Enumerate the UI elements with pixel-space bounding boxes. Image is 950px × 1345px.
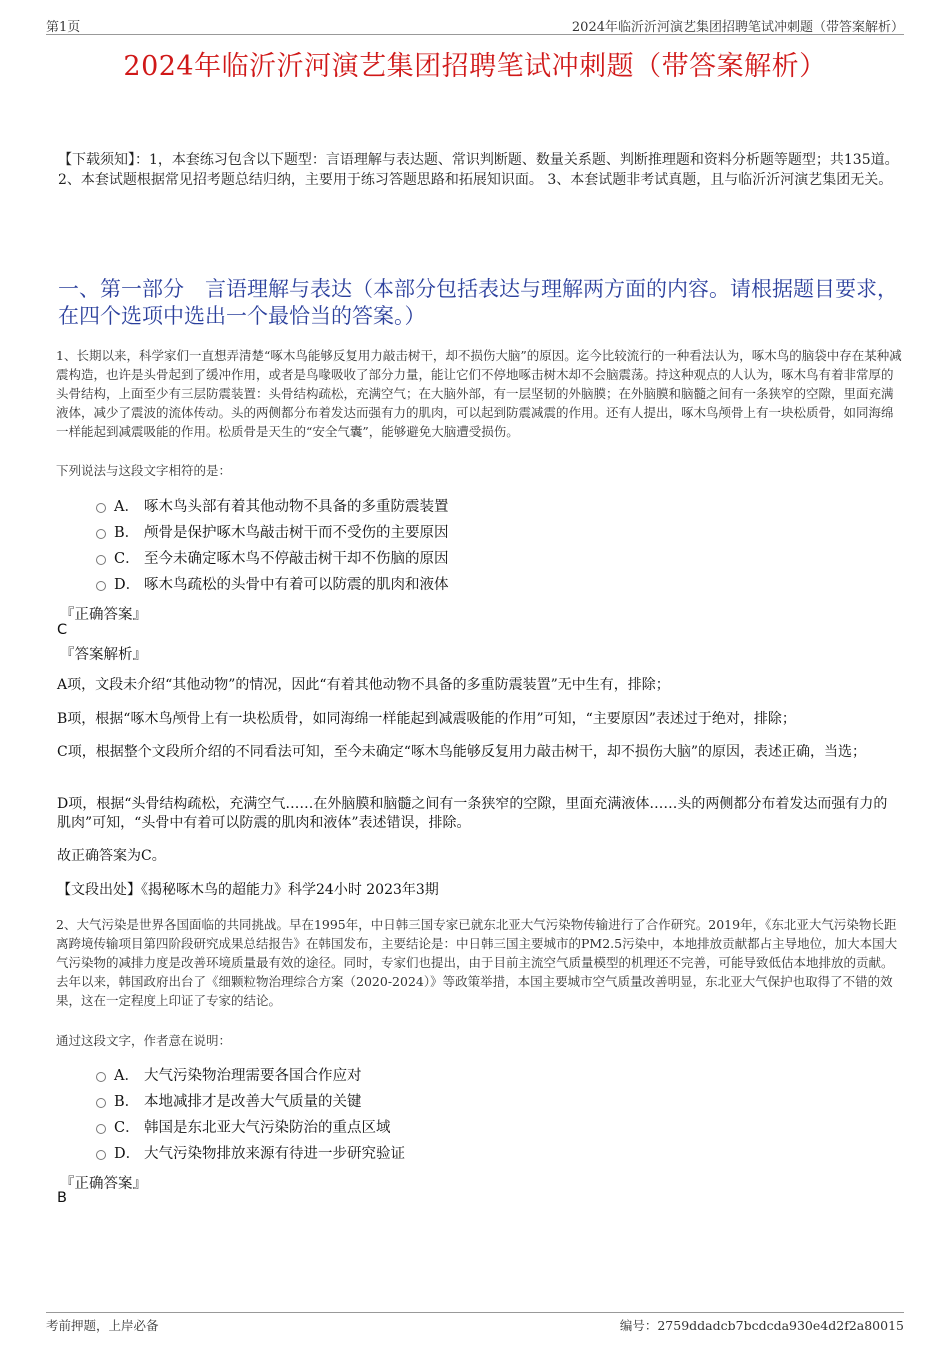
option-c[interactable]: C． 韩国是东北亚大气污染防治的重点区域 bbox=[96, 1113, 405, 1139]
option-d[interactable]: D． 大气污染物排放来源有待进一步研究验证 bbox=[96, 1139, 405, 1165]
analysis-a: A项，文段未介绍“其他动物”的情况，因此“有着其他动物不具备的多重防震装置”无中生有，排除； bbox=[57, 677, 670, 693]
page-number: 第1页 bbox=[46, 20, 81, 35]
answer-label: 『正确答案』 bbox=[60, 1176, 147, 1192]
download-notice: 【下载须知】：1，本套练习包含以下题型：言语理解与表达题、常识判断题、数量关系题、判断推理题和资料分析题等题型；共135道。 2、本套试题根据常见招考题总结归纳，主要用于练习答题思路和拓展知识面。 3、本套试题非考试真题，且与临沂沂河演艺集团无关。 bbox=[58, 152, 899, 188]
page-footer bbox=[46, 1312, 904, 1333]
answer-value: B bbox=[57, 1190, 67, 1206]
section-title: 一、第一部分 言语理解与表达（本部分包括表达与理解两方面的内容。请根据题目要求，在四个选项中选出一个最恰当的答案。） bbox=[58, 277, 898, 328]
option-b[interactable]: B． 颅骨是保护啄木鸟敲击树干而不受伤的主要原因 bbox=[96, 518, 449, 544]
analysis-label: 『答案解析』 bbox=[60, 647, 147, 663]
analysis-source: 【文段出处】《揭秘啄木鸟的超能力》科学24小时 2023年3期 bbox=[57, 882, 439, 898]
question-2-prompt: 通过这段文字，作者意在说明： bbox=[56, 1033, 232, 1048]
footer-slogan: 考前押题，上岸必备 bbox=[46, 1318, 159, 1333]
option-a[interactable]: A． 大气污染物治理需要各国合作应对 bbox=[96, 1061, 405, 1087]
radio-icon[interactable] bbox=[96, 1124, 106, 1134]
analysis-c: C项，根据整个文段所介绍的不同看法可知，至今未确定“啄木鸟能够反复用力敲击树干，却不损伤大脑”的原因，表述正确，当选； bbox=[57, 744, 867, 760]
option-d[interactable]: D． 啄木鸟疏松的头骨中有着可以防震的肌肉和液体 bbox=[96, 570, 449, 596]
option-b[interactable]: B． 本地减排才是改善大气质量的关键 bbox=[96, 1087, 405, 1113]
header-doc-title: 2024年临沂沂河演艺集团招聘笔试冲刺题（带答案解析） bbox=[571, 20, 904, 35]
radio-icon[interactable] bbox=[96, 555, 106, 565]
question-2-options bbox=[96, 1061, 405, 1165]
document-title: 2024年临沂沂河演艺集团招聘笔试冲刺题（带答案解析） bbox=[123, 51, 827, 82]
page-header bbox=[46, 14, 904, 35]
radio-icon[interactable] bbox=[96, 503, 106, 513]
question-1-prompt: 下列说法与这段文字相符的是： bbox=[56, 463, 232, 478]
answer-label: 『正确答案』 bbox=[60, 607, 147, 623]
answer-value: C bbox=[57, 622, 68, 638]
analysis-b: B项，根据“啄木鸟颅骨上有一块松质骨，如同海绵一样能起到减震吸能的作用”可知，“主要原因”表述过于绝对，排除； bbox=[57, 711, 796, 727]
radio-icon[interactable] bbox=[96, 1098, 106, 1108]
option-c[interactable]: C． 至今未确定啄木鸟不停敲击树干却不伤脑的原因 bbox=[96, 544, 449, 570]
radio-icon[interactable] bbox=[96, 529, 106, 539]
radio-icon[interactable] bbox=[96, 1150, 106, 1160]
question-2-text: 2、大气污染是世界各国面临的共同挑战。早在1995年，中日韩三国专家已就东北亚大气污染物传输进行了合作研究。2019年，《东北亚大气污染物长距离跨境传输项目第四阶段研究成果总结报告》在韩国发布，主要结论是：中日韩三国主要城市的PM2.5污染中，本地排放贡献都占主导地位，加大本国大气污染物的减排力度是改善环境质量最有效的途径。同时，专家们也提出，由于目前主流空气质量模型的机理还不完善，可能导致低估本地排放的贡献。去年以来，韩国政府出台了《细颗粒物治理综合方案（2020-2024）》等政策举措，本国主要城市空气质量改善明显，东北亚大气保护也取得了不错的效果，这在一定程度上印证了专家的结论。 bbox=[56, 917, 898, 1008]
option-a[interactable]: A． 啄木鸟头部有着其他动物不具备的多重防震装置 bbox=[96, 492, 449, 518]
analysis-conclusion: 故正确答案为C。 bbox=[57, 848, 166, 864]
question-1-options bbox=[96, 492, 449, 596]
radio-icon[interactable] bbox=[96, 581, 106, 591]
analysis-d: D项，根据“头骨结构疏松，充满空气……在外脑膜和脑髓之间有一条狭窄的空隙，里面充满液体……头的两侧都分布着发达而强有力的肌肉”可知，“头骨中有着可以防震的肌肉和液体”表述错误，排除。 bbox=[57, 796, 888, 831]
question-1-text: 1、长期以来，科学家们一直想弄清楚“啄木鸟能够反复用力敲击树干，却不损伤大脑”的原因。迄今比较流行的一种看法认为，啄木鸟的脑袋中存在某种减震构造，也许是头骨起到了缓冲作用，或者是鸟喙吸收了部分力量，能让它们不停地啄击树木却不会脑震荡。持这种观点的人认为，啄木鸟有着非常厚的头骨结构，上面至少有三层防震装置：头骨结构疏松，充满空气；在大脑外部，有一层坚韧的外脑膜；在外脑膜和脑髓之间有一条狭窄的空隙，里面充满液体，减少了震波的流体传动。头的两侧都分布着发达而强有力的肌肉，可以起到防震减震的作用。还有人提出，啄木鸟颅骨上有一块松质骨，如同海绵一样能起到减震吸能的作用。松质骨是天生的“安全气囊”，能够避免大脑遭受损伤。 bbox=[56, 348, 902, 439]
footer-doc-id: 编号：2759ddadcb7bcdcda930e4d2f2a80015 bbox=[619, 1318, 904, 1333]
radio-icon[interactable] bbox=[96, 1072, 106, 1082]
